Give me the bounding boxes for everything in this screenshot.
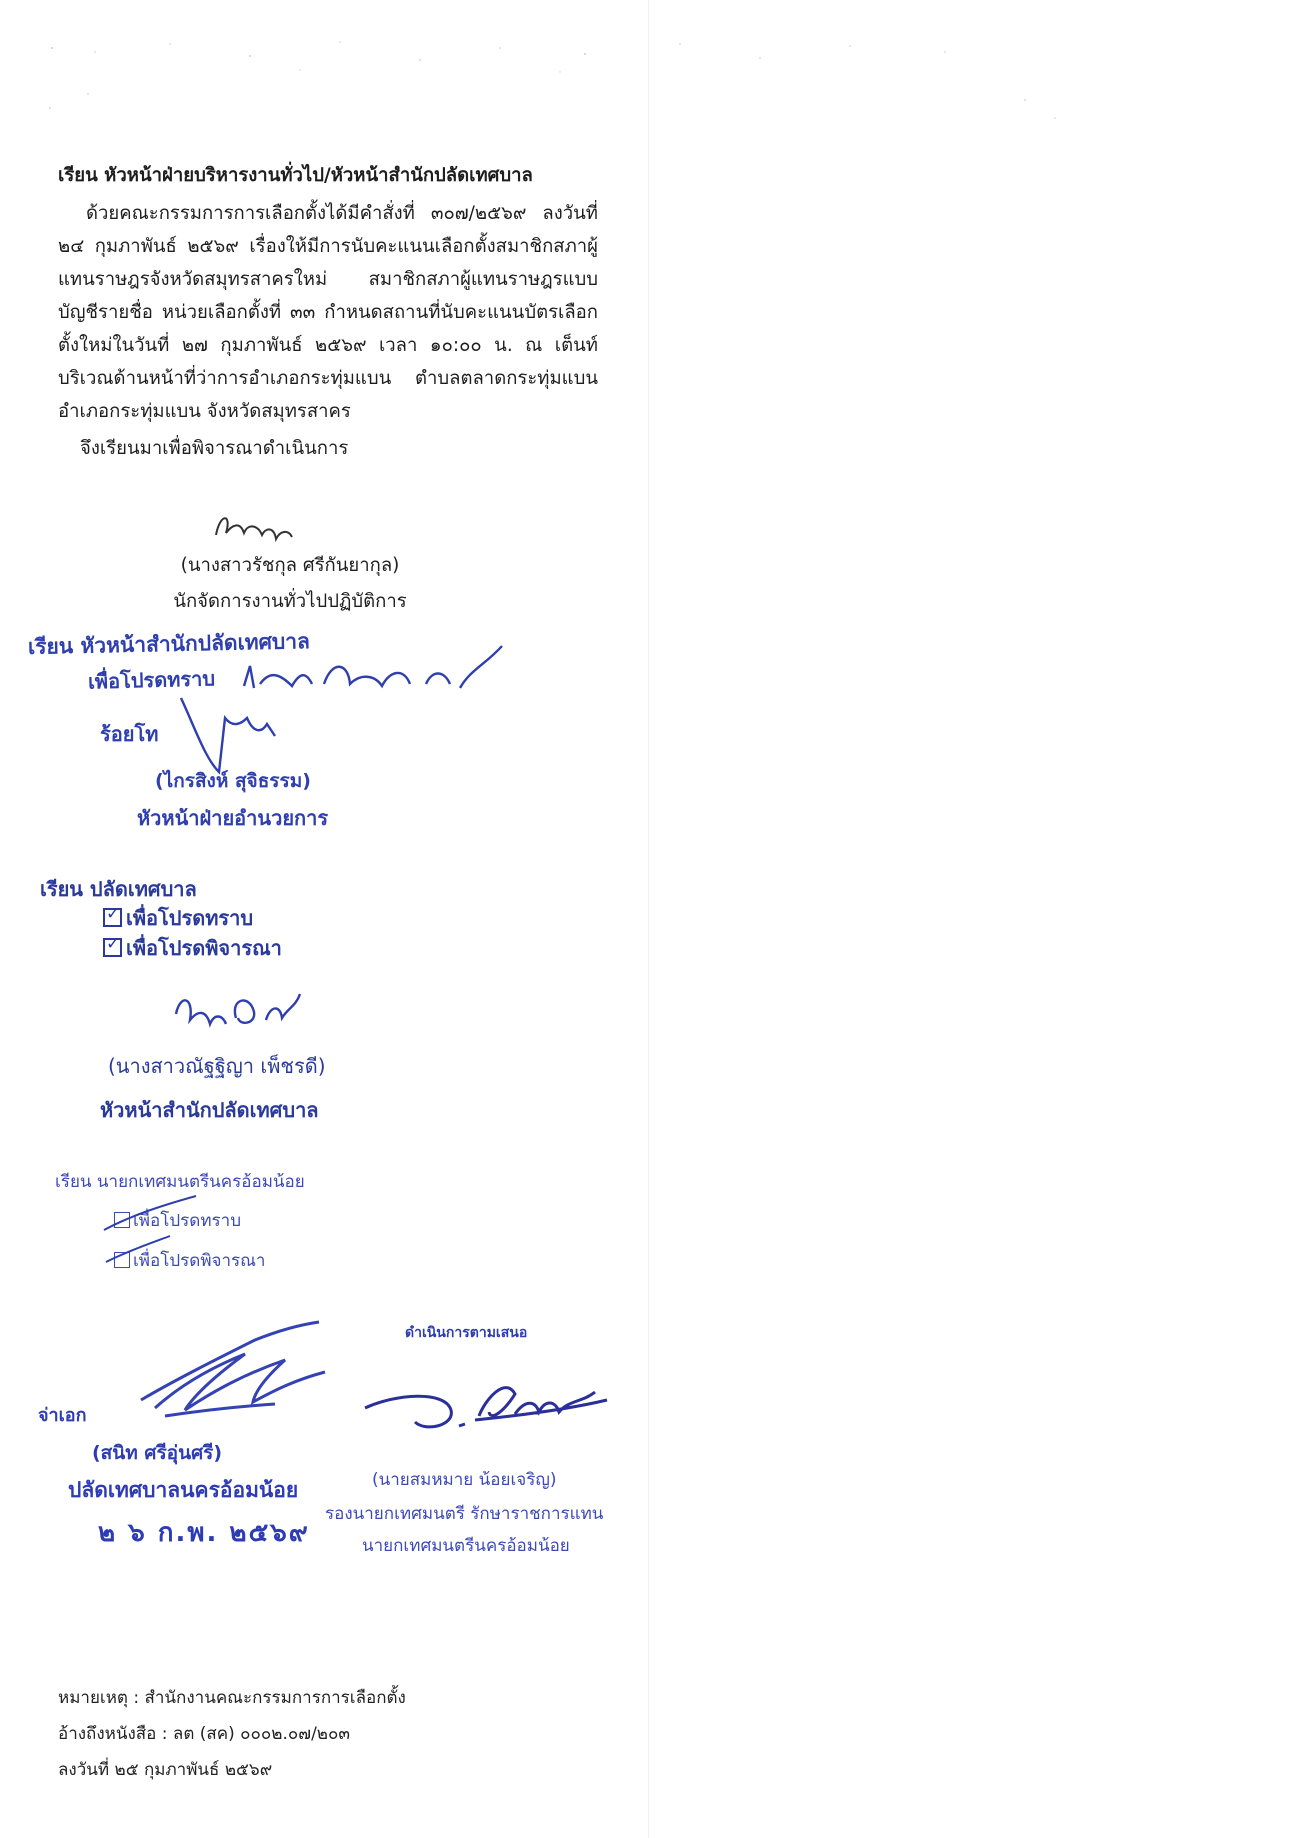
signature-endorser1 (175, 688, 295, 778)
memo-signer-block (140, 548, 440, 620)
signature-drafter (210, 505, 340, 550)
checkbox-icon: ✓ (103, 938, 122, 957)
endorsement4-title: ปลัดเทศบาลนครอ้อมน้อย (68, 1478, 299, 1502)
endorsement2-title: หัวหน้าสำนักปลัดเทศบาล (100, 1098, 319, 1122)
endorsement1-title: หัวหน้าฝ่ายอำนวยการ (137, 806, 329, 830)
endorsement3-option-2: เพื่อโปรดพิจารณา (114, 1247, 265, 1274)
memo-salutation: เรียน หัวหน้าฝ่ายบริหารงานทั่วไป/หัวหน้าสำนักปลัดเทศบาล (58, 165, 533, 186)
footnote-line-2: อ้างถึงหนังสือ : ลต (สค) ๐๐๐๒.๐๗/๒๐๓ (58, 1724, 351, 1744)
endorsement1-rank: ร้อยโท (100, 722, 159, 746)
page-fold-shadow (648, 0, 649, 1838)
memo-block (58, 163, 598, 462)
signature-endorser4 (135, 1320, 335, 1430)
memo-signer-name: (นางสาวรัชกุล ศรีกันยากุล) (180, 555, 400, 576)
endorsement5-title-line1: รองนายกเทศมนตรี รักษาราชการแทน (325, 1504, 604, 1524)
memo-signer-title: นักจัดการงานทั่วไปปฏิบัติการ (173, 591, 407, 612)
checkbox-icon: ✓ (103, 908, 122, 927)
endorsement5-title-line2: นายกเทศมนตรีนครอ้อมน้อย (362, 1536, 570, 1556)
endorsement3-to: เรียน นายกเทศมนตรีนครอ้อมน้อย (55, 1172, 305, 1192)
signature-endorser2 (170, 984, 320, 1040)
endorsement2-to: เรียน ปลัดเทศบาล (40, 877, 197, 901)
endorsement5-name: (นายสมหมาย น้อยเจริญ) (372, 1470, 557, 1490)
endorsement2-option-1: ✓ เพื่อโปรดทราบ (103, 902, 253, 934)
endorsement4-name: (สนิท ศรีอุ่นศรี) (92, 1442, 223, 1464)
endorsement1-name: (ไกรสิงห์ สุจิธรรม) (155, 770, 311, 792)
endorsement4-date-stamp: ๒ ๖ ก.พ. ๒๕๖๙ (98, 1518, 310, 1548)
endorsement1-to: เรียน หัวหน้าสำนักปลัดเทศบาล (27, 629, 311, 659)
footnote-line-3: ลงวันที่ ๒๕ กุมภาพันธ์ ๒๕๖๙ (58, 1760, 273, 1780)
strike-marks (100, 1190, 220, 1270)
scan-noise (40, 30, 1270, 150)
endorsement2-name: (นางสาวณัฐฐิญา เพ็ชรดี) (108, 1054, 326, 1078)
endorsement3-option-1: เพื่อโปรดทราบ (114, 1207, 241, 1234)
endorsement4-rank: จ่าเอก (38, 1405, 87, 1426)
footnote-block (58, 1680, 406, 1788)
footnote-line-1: หมายเหตุ : สำนักงานคณะกรรมการการเลือกตั้ง (58, 1688, 406, 1708)
endorsement1-note: เพื่อโปรดทราบ (87, 666, 216, 694)
endorsement5-order: ดำเนินการตามเสนอ (405, 1325, 528, 1341)
endorsement2-option-2: ✓ เพื่อโปรดพิจารณา (103, 932, 282, 964)
memo-body-text: ด้วยคณะกรรมการการเลือกตั้งได้มีคำสั่งที่ ๓๐๗/๒๕๖๙ ลงวันที่ ๒๔ กุมภาพันธ์ ๒๕๖๙ เรื่องให้มีการนับคะแนนเลือกตั้งสมาชิกสภาผู้แทนราษฎรจังหวัดสมุทรสาครใหม่ สมาชิกสภาผู้แทนราษฎรแบบบัญชีรายชื่อ หน่วยเลือกตั้งที่ ๓๓ กำหนดสถานที่นับคะแนนบัตรเลือกตั้งใหม่ในวันที่ ๒๗ กุมภาพันธ์ ๒๕๖๙ เวลา ๑๐:๐๐ น. ณ เต็นท์บริเวณด้านหน้าที่ว่าการอำเภอกระทุ่มแบน ตำบลตลาดกระทุ่มแบน อำเภอกระทุ่มแบน จังหวัดสมุทรสาคร (58, 203, 598, 422)
memo-closing: จึงเรียนมาเพื่อพิจารณาดำเนินการ (80, 438, 349, 459)
signature-endorser5 (355, 1370, 615, 1450)
